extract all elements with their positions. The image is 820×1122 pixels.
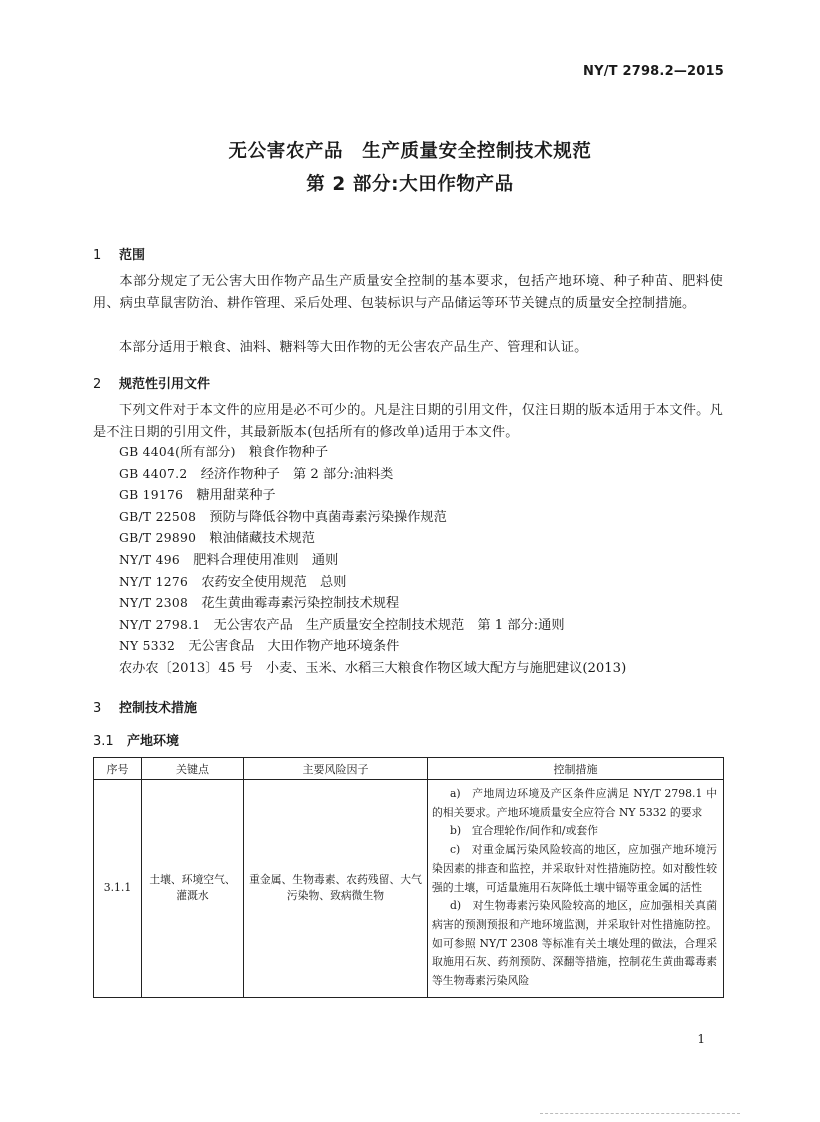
control-measures-table — [93, 757, 724, 998]
measure-item: d) 对生物毒素污染风险较高的地区，应加强相关真菌病害的预测预报和产地环境监测，并采取针对性措施防控。如可参照 NY/T 2308 等标准有关土壤处理的做法，合理采取施用石灰、药剂预防、深翻等措施，控制花生黄曲霉毒素等生物毒素污染风险 — [432, 899, 717, 988]
table-row — [94, 780, 724, 998]
page-number: 1 — [697, 1032, 705, 1046]
cell-seq: 3.1.1 — [94, 780, 142, 998]
reference-item: NY/T 2308 花生黄曲霉毒素污染控制技术规程 — [119, 596, 400, 612]
subsection-number: 3.1 — [93, 734, 114, 749]
column-header: 关键点 — [142, 758, 244, 780]
document-subtitle: 第 2 部分:大田作物产品 — [306, 174, 514, 195]
reference-item: GB/T 22508 预防与降低谷物中真菌毒素污染操作规范 — [119, 509, 447, 525]
cell-key-point: 土壤、环境空气、灌溉水 — [142, 780, 244, 998]
section-number: 3 — [93, 701, 102, 716]
document-title: 无公害农产品 生产质量安全控制技术规范 — [228, 141, 592, 162]
reference-item: GB 19176 糖用甜菜种子 — [119, 488, 276, 504]
references-intro — [93, 400, 723, 444]
column-header: 主要风险因子 — [244, 758, 428, 780]
scope-paragraph-2 — [93, 337, 723, 359]
table-header-row — [94, 758, 724, 780]
standard-code: NY/T 2798.2—2015 — [583, 64, 724, 79]
scan-edge-marks — [540, 1113, 740, 1118]
subsection-3-1-heading — [93, 730, 179, 749]
measure-item: b) 宜合理轮作/间作和/或套作 — [450, 824, 598, 838]
cell-risk-factors: 重金属、生物毒素、农药残留、大气污染物、致病微生物 — [244, 780, 428, 998]
cell-control-measures — [428, 780, 724, 998]
column-header: 序号 — [94, 758, 142, 780]
measure-item: c) 对重金属污染风险较高的地区，应加强产地环境污染因素的排查和监控，并采取针对性措施防控。如对酸性较强的土壤，可适量施用石灰降低土壤中镉等重金属的活性 — [432, 843, 717, 894]
reference-item: NY 5332 无公害食品 大田作物产地环境条件 — [119, 639, 400, 655]
column-header: 控制措施 — [428, 758, 724, 780]
section-number: 2 — [93, 377, 102, 392]
reference-item: 农办农〔2013〕45 号 小麦、玉米、水稻三大粮食作物区域大配方与施肥建议(2013) — [119, 660, 627, 676]
section-title: 范围 — [119, 248, 146, 263]
scope-paragraph-1 — [93, 271, 723, 315]
section-2-heading — [93, 373, 210, 392]
measure-item: a) 产地周边环境及产区条件应满足 NY/T 2798.1 中的相关要求。产地环境质量安全应符合 NY 5332 的要求 — [432, 787, 717, 819]
subsection-title: 产地环境 — [127, 734, 180, 749]
reference-item: GB 4407.2 经济作物种子 第 2 部分:油料类 — [119, 466, 394, 482]
reference-list — [119, 442, 729, 680]
paragraph-text: 本部分规定了无公害大田作物产品生产质量安全控制的基本要求，包括产地环境、种子种苗、肥料使用、病虫草鼠害防治、耕作管理、采后处理、包装标识与产品储运等环节关键点的质量安全控制措施。 — [93, 274, 723, 311]
section-title: 规范性引用文件 — [119, 377, 211, 392]
paragraph-text: 本部分适用于粮食、油料、糖料等大田作物的无公害农产品生产、管理和认证。 — [119, 340, 588, 355]
reference-item: GB/T 29890 粮油储藏技术规范 — [119, 531, 315, 547]
paragraph-text: 下列文件对于本文件的应用是必不可少的。凡是注日期的引用文件，仅注日期的版本适用于本文件。凡是不注日期的引用文件，其最新版本(包括所有的修改单)适用于本文件。 — [93, 403, 723, 440]
reference-item: NY/T 496 肥料合理使用准则 通则 — [119, 552, 339, 568]
section-3-heading — [93, 697, 197, 716]
reference-item: NY/T 2798.1 无公害农产品 生产质量安全控制技术规范 第 1 部分:通则 — [119, 617, 565, 633]
reference-item: NY/T 1276 农药安全使用规范 总则 — [119, 574, 347, 590]
section-1-heading — [93, 244, 145, 263]
section-title: 控制技术措施 — [119, 701, 198, 716]
reference-item: GB 4404(所有部分) 粮食作物种子 — [119, 445, 329, 460]
section-number: 1 — [93, 248, 102, 263]
